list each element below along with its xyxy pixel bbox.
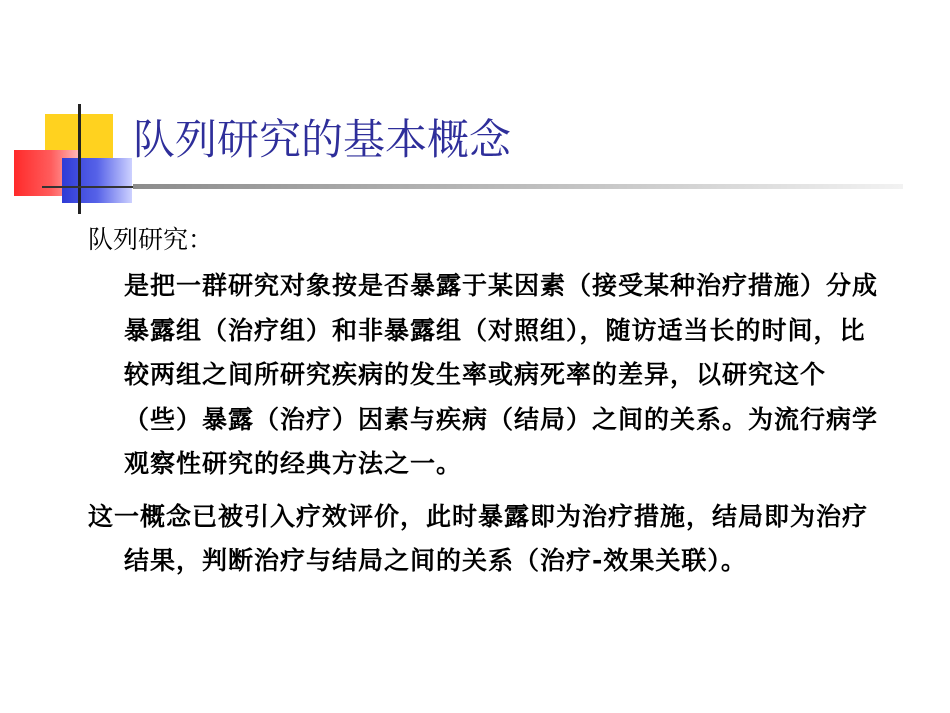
title-underline <box>133 184 903 189</box>
definition-paragraph: 是把一群研究对象按是否暴露于某因素（接受某种治疗措施）分成暴露组（治疗组）和非暴露组（对照组），随访适当长的时间，比较两组之间所研究疾病的发生率或病死率的差异，以研究这个（些）暴露（治疗）因素与疾病（结局）之间的关系。为流行病学观察性研究的经典方法之一。 <box>124 271 879 478</box>
slide-title: 队列研究的基本概念 <box>133 115 512 164</box>
logo-blue-bar <box>62 158 132 203</box>
logo-horizontal-line <box>42 186 137 188</box>
logo-vertical-line <box>78 104 81 214</box>
application-paragraph: 这一概念已被引入疗效评价，此时暴露即为治疗措施，结局即为治疗结果，判断治疗与结局之间的关系（治疗-效果关联）。 <box>88 501 869 575</box>
section-heading: 队列研究： <box>88 225 214 254</box>
slide-body <box>88 218 888 584</box>
